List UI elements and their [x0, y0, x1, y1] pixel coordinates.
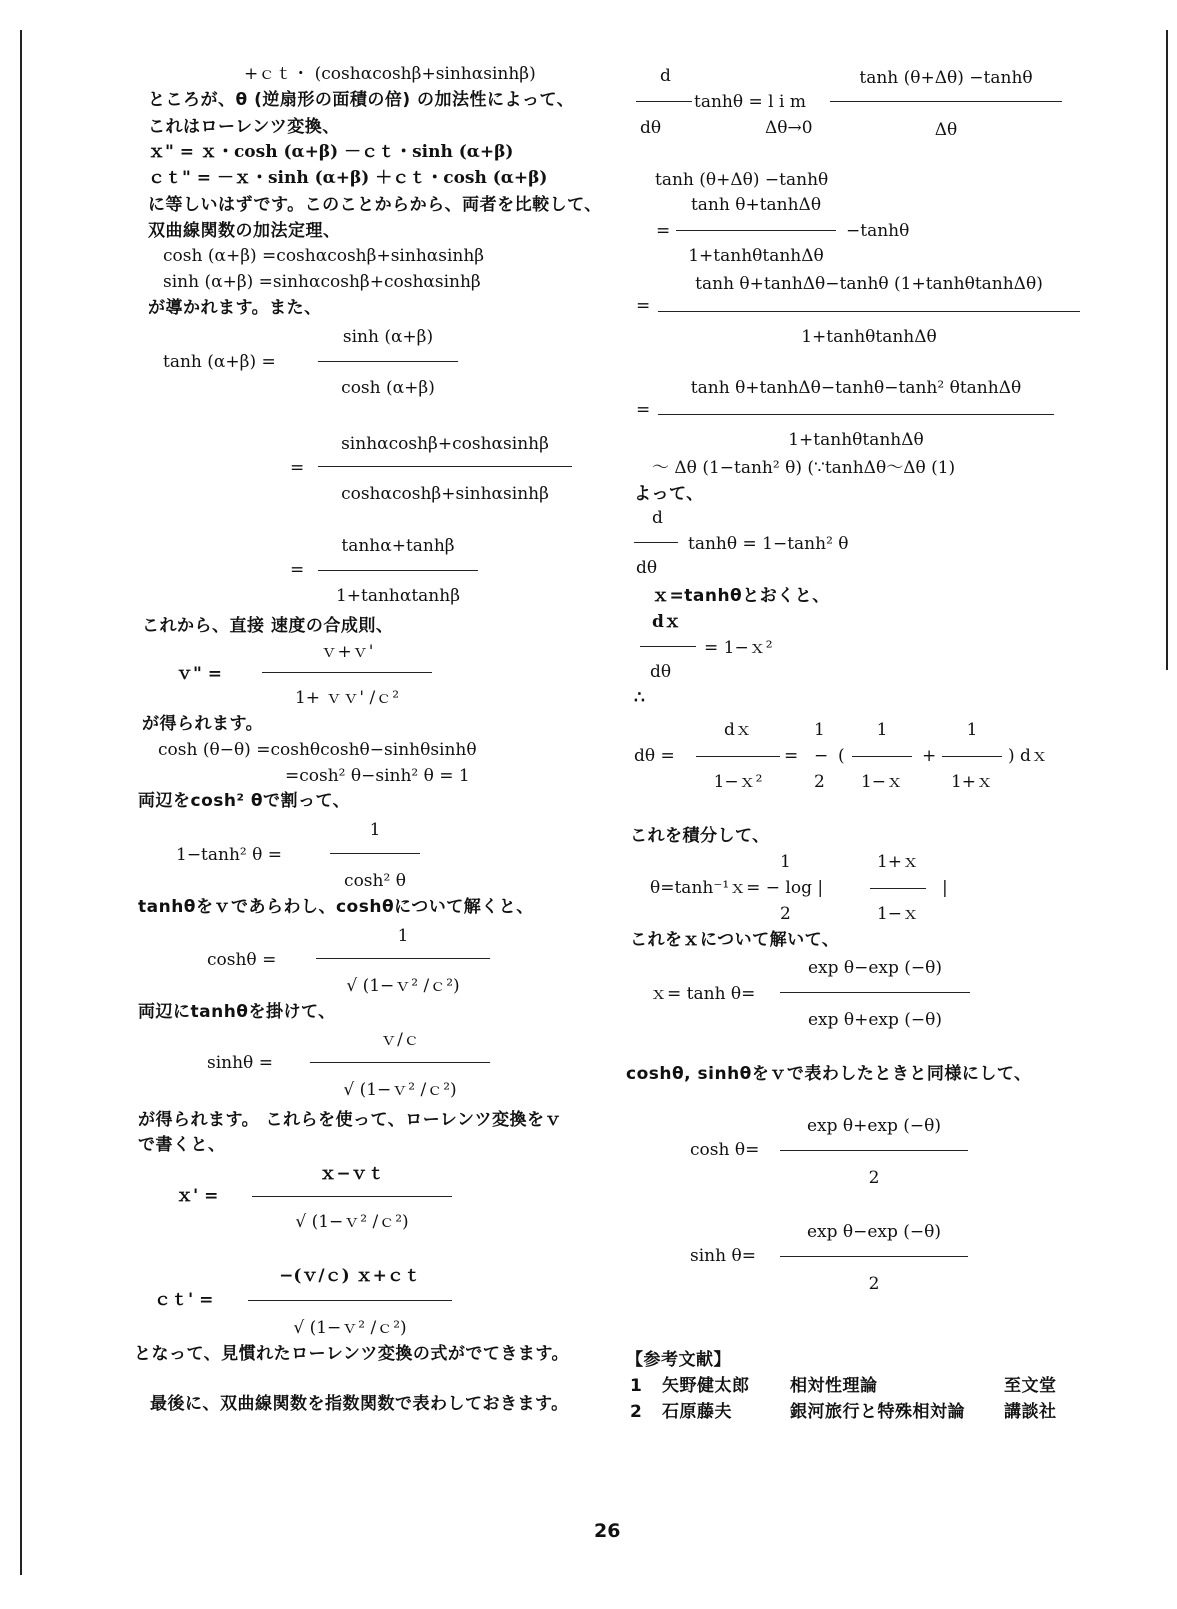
line: これをｘについて解いて、 — [630, 930, 840, 950]
fraction-denominator: exp θ+exp (−θ) — [807, 1010, 943, 1030]
fraction-denominator: 1−ｘ — [876, 904, 920, 924]
fraction-bar — [330, 853, 420, 854]
fraction-bar — [634, 542, 678, 543]
fraction-numerator: exp θ−exp (−θ) — [806, 1222, 942, 1242]
equation-lhs: 1−tanh² θ = — [176, 845, 283, 865]
fraction-numerator: dｘ — [724, 720, 752, 740]
fraction-bar — [310, 1062, 490, 1063]
line: +ｃｔ・ (coshαcoshβ+sinhαsinhβ) — [244, 64, 536, 84]
math-symbol: dｘ — [652, 612, 681, 632]
fraction-bar — [870, 888, 926, 889]
line: ｃｔ" = －ｘ・sinh (α+β) ＋ｃｔ・cosh (α+β) — [148, 168, 548, 188]
fraction-bar — [658, 414, 1054, 415]
fraction-numerator: 1 — [814, 720, 825, 740]
fraction-denominator: 1+ ｖｖ' /ｃ² — [294, 688, 400, 708]
fraction-denominator: cosh² θ — [344, 871, 406, 891]
fraction-bar — [262, 672, 432, 673]
paren-open: ( — [838, 746, 845, 766]
line: が得られます。 これらを使って、ローレンツ変換をｖ — [138, 1110, 562, 1130]
fraction-bar — [316, 958, 490, 959]
line: 双曲線関数の加法定理、 — [148, 221, 341, 241]
fraction-bar — [658, 311, 1080, 312]
line: で書くと、 — [138, 1135, 226, 1155]
line: 両辺にtanhθを掛けて、 — [138, 1002, 336, 1022]
line: ｘ" = ｘ・cosh (α+β) －ｃｔ・sinh (α+β) — [148, 142, 514, 162]
line: となって、見慣れたローレンツ変換の式がでてきます。 — [134, 1344, 570, 1364]
line: これを積分して、 — [630, 826, 770, 846]
fraction-denominator: coshαcoshβ+sinhαsinhβ — [341, 484, 549, 504]
fraction-numerator: tanhα+tanhβ — [341, 536, 455, 556]
fraction-denominator: 1+tanhθtanhΔθ — [801, 327, 937, 347]
reference-number: 1 — [630, 1376, 643, 1396]
fraction-denominator: 1+tanhαtanhβ — [335, 586, 461, 606]
reference-publisher: 講談社 — [1004, 1402, 1057, 1422]
scan-edge-line — [20, 30, 22, 1575]
fraction-numerator: 1 — [876, 720, 888, 740]
fraction-denominator: cosh (α+β) — [341, 378, 435, 398]
plus: + — [922, 746, 937, 766]
equation-lhs: ｘ= tanh θ= — [650, 984, 756, 1004]
fraction-denominator: 1−ｘ — [860, 772, 904, 792]
fraction-numerator: 1 — [966, 720, 978, 740]
line: sinh (α+β) =sinhαcoshβ+coshαsinhβ — [163, 272, 481, 292]
fraction-numerator: exp θ+exp (−θ) — [806, 1116, 942, 1136]
fraction-numerator: 1 — [780, 852, 791, 872]
equation-rhs: = 1−ｘ² — [704, 638, 773, 658]
fraction-bar — [780, 992, 970, 993]
fraction-numerator: 1 — [369, 820, 381, 840]
equation-lhs: tanh (α+β) = — [163, 352, 276, 372]
equals: = — [636, 296, 651, 316]
fraction-denominator: √ (1−ｖ² /ｃ²) — [293, 1318, 407, 1338]
fraction-numerator: tanh θ+tanhΔθ−tanhθ (1+tanhθtanhΔθ) — [695, 274, 1043, 294]
fraction-numerator: tanh (θ+Δθ) −tanhθ — [859, 68, 1033, 88]
line: ～ Δθ (1−tanh² θ) (∵tanhΔθ～Δθ (1) — [652, 458, 956, 478]
line: が得られます。 — [142, 714, 264, 734]
fraction-bar — [318, 570, 478, 571]
fraction-denominator: 2 — [814, 772, 825, 792]
fraction-denominator: 2 — [868, 1168, 880, 1188]
fraction-bar — [696, 756, 780, 757]
fraction-numerator: sinh (α+β) — [342, 327, 434, 347]
fraction-denominator: 1+tanhθtanhΔθ — [688, 246, 824, 266]
fraction-denominator: 2 — [868, 1274, 880, 1294]
line: 最後に、双曲線関数を指数関数で表わしておきます。 — [150, 1394, 569, 1414]
fraction-denominator: √ (1−ｖ² /ｃ²) — [295, 1212, 409, 1232]
abs-bar: | — [942, 878, 948, 898]
fraction-numerator: ｘ−ｖｔ — [319, 1164, 385, 1184]
reference-title: 相対性理論 — [790, 1376, 878, 1396]
fraction-denominator: √ (1−ｖ² /ｃ²) — [346, 976, 460, 996]
fraction-denominator: Δθ — [934, 120, 958, 140]
reference-publisher: 至文堂 — [1004, 1376, 1057, 1396]
equation-lhs: dθ = — [634, 746, 675, 766]
fraction-numerator: tanh θ+tanhΔθ — [690, 195, 822, 215]
fraction-numerator: ｖ/ｃ — [380, 1030, 420, 1050]
line: に等しいはずです。このことからから、両者を比較して、 — [148, 195, 602, 215]
math-symbol: d — [652, 508, 663, 528]
line: ところが、θ (逆扇形の面積の倍) の加法性によって、 — [148, 90, 575, 110]
line: coshθ, sinhθをｖで表わしたときと同様にして、 — [626, 1064, 1032, 1084]
equation-lhs: cosh θ= — [690, 1140, 760, 1160]
fraction-bar — [636, 101, 692, 102]
line: これから、直接 速度の合成則、 — [142, 616, 394, 636]
equals: = — [656, 221, 671, 241]
references-heading: 【参考文献】 — [626, 1350, 731, 1370]
therefore-symbol: ∴ — [634, 688, 645, 708]
equation-lhs: θ=tanh⁻¹ｘ= − log | — [650, 878, 824, 898]
fraction-denominator: 2 — [780, 904, 791, 924]
math-symbol: dθ — [650, 662, 672, 682]
equation-lhs: ｘ' = — [176, 1186, 219, 1206]
fraction-numerator: ｖ+ｖ' — [320, 642, 374, 662]
equation-lhs: ｖ" = — [176, 664, 223, 684]
fraction-bar — [830, 101, 1062, 102]
fraction-bar — [676, 230, 836, 231]
fraction-bar — [852, 756, 912, 757]
fraction-numerator: 1+ｘ — [876, 852, 920, 872]
fraction-denominator: 1−ｘ² — [713, 772, 763, 792]
fraction-denominator: 1+tanhθtanhΔθ — [788, 430, 924, 450]
equals: = — [784, 746, 799, 766]
line: が導かれます。また、 — [148, 298, 322, 318]
equation-lhs: tanhθ = l i m — [694, 92, 806, 112]
line: よって、 — [634, 484, 704, 504]
line: cosh (α+β) =coshαcoshβ+sinhαsinhβ — [163, 246, 485, 266]
equals: = — [290, 458, 305, 478]
fraction-numerator: −(ｖ/ｃ) ｘ+ｃｔ — [279, 1266, 421, 1286]
fraction-numerator: 1 — [397, 926, 409, 946]
fraction-numerator: sinhαcoshβ+coshαsinhβ — [341, 434, 549, 454]
line: 両辺をcosh² θで割って、 — [138, 791, 351, 811]
equation-lhs: ｃｔ' = — [154, 1290, 214, 1310]
math-symbol: dθ — [640, 118, 662, 138]
fraction-numerator: tanh θ+tanhΔθ−tanhθ−tanh² θtanhΔθ — [690, 378, 1022, 398]
paren-close: ) dｘ — [1008, 746, 1048, 766]
limit-subscript: Δθ→0 — [765, 118, 813, 138]
fraction-denominator: √ (1−ｖ² /ｃ²) — [343, 1080, 457, 1100]
reference-author: 石原藤夫 — [662, 1402, 732, 1422]
fraction-denominator: 1+ｘ — [950, 772, 994, 792]
fraction-bar — [640, 646, 696, 647]
fraction-bar — [780, 1256, 968, 1257]
math-symbol: dθ — [636, 558, 658, 578]
reference-number: 2 — [630, 1402, 643, 1422]
equals: = — [290, 560, 305, 580]
line: −tanhθ — [846, 221, 910, 241]
fraction-bar — [780, 1150, 968, 1151]
fraction-bar — [942, 756, 1002, 757]
line: これはローレンツ変換、 — [148, 117, 340, 137]
equation-lhs: coshθ = — [207, 950, 277, 970]
fraction-bar — [318, 361, 458, 362]
line: tanh (θ+Δθ) −tanhθ — [655, 170, 829, 190]
fraction-bar — [318, 466, 572, 467]
fraction-bar — [252, 1196, 452, 1197]
line: =cosh² θ−sinh² θ = 1 — [285, 766, 470, 786]
reference-title: 銀河旅行と特殊相対論 — [790, 1402, 965, 1422]
fraction-bar — [248, 1300, 452, 1301]
line: cosh (θ−θ) =coshθcoshθ−sinhθsinhθ — [158, 740, 477, 760]
equation-lhs: sinhθ = — [207, 1053, 273, 1073]
math-symbol: d — [660, 66, 671, 86]
fraction-bar-half: − — [814, 746, 829, 766]
equation-rhs: tanhθ = 1−tanh² θ — [688, 534, 849, 554]
scan-edge-line-right — [1166, 30, 1168, 670]
page-number: 26 — [594, 1520, 621, 1542]
reference-author: 矢野健太郎 — [662, 1376, 750, 1396]
line: tanhθをｖであらわし、coshθについて解くと、 — [138, 897, 534, 917]
fraction-numerator: exp θ−exp (−θ) — [807, 958, 943, 978]
equals: = — [636, 400, 651, 420]
line: ｘ=tanhθとおくと、 — [652, 586, 830, 606]
equation-lhs: sinh θ= — [690, 1246, 756, 1266]
